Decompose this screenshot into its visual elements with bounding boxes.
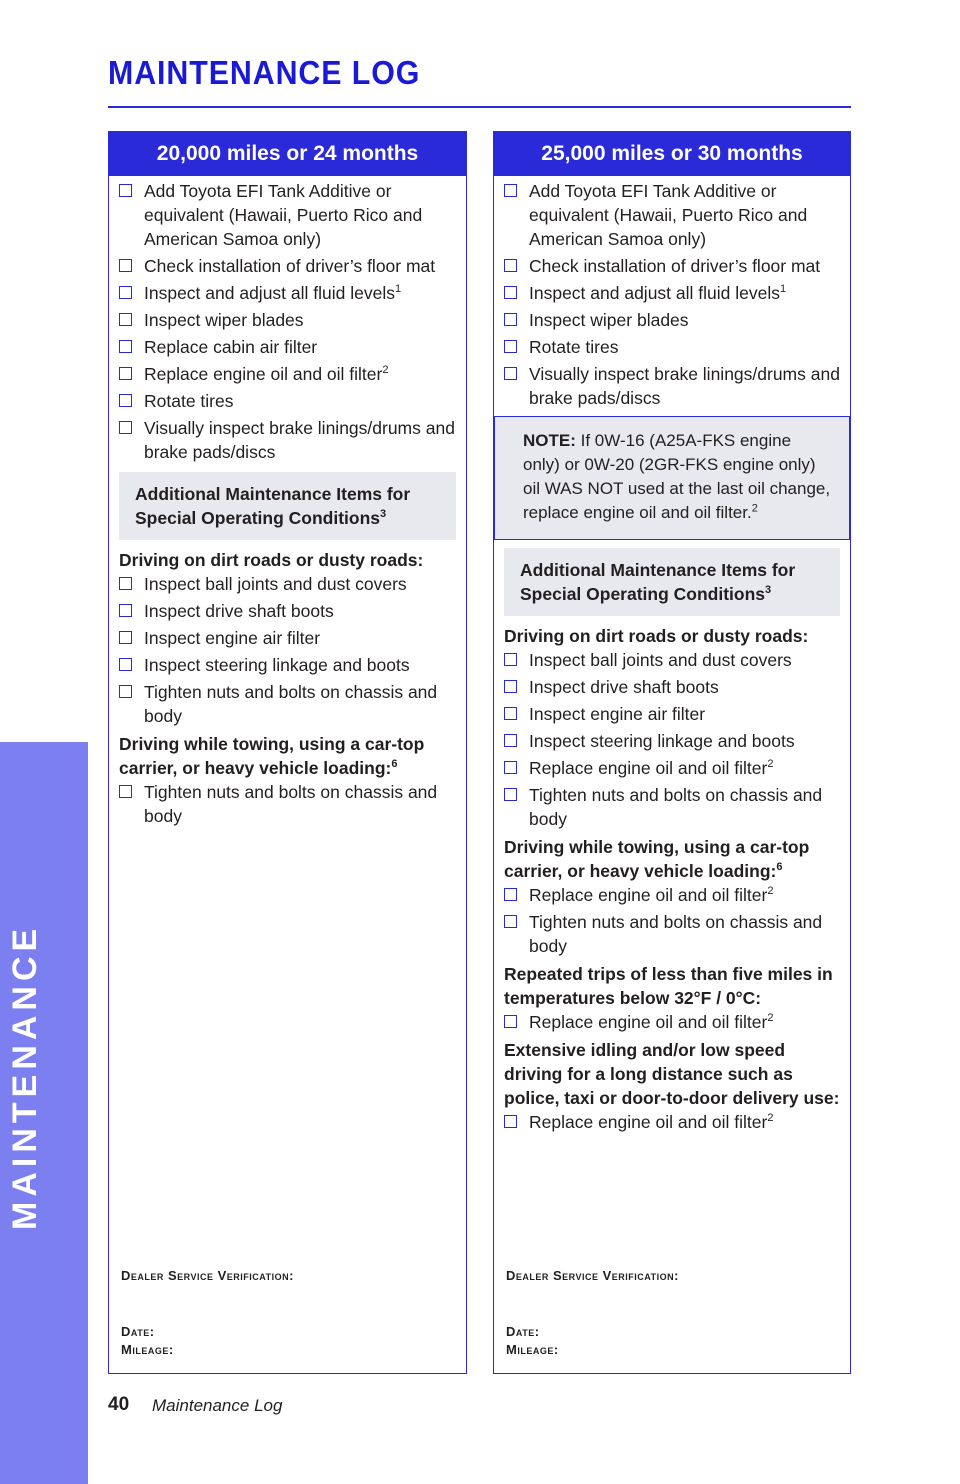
- checkbox[interactable]: [119, 367, 132, 380]
- condition-heading: [504, 962, 840, 1010]
- item-label: Replace engine oil and oil filter: [529, 758, 768, 778]
- checkbox[interactable]: [504, 707, 517, 720]
- item-label: Tighten nuts and bolts on chassis and body: [144, 682, 438, 726]
- checkbox[interactable]: [119, 658, 132, 671]
- checkbox[interactable]: [119, 421, 132, 434]
- special-conditions-text: Additional Maintenance Items for Special Operating Conditions: [520, 560, 796, 604]
- checklist-item: [504, 281, 840, 305]
- condition-heading: [504, 835, 840, 883]
- checklist-item: [119, 626, 456, 650]
- checklist-item: [119, 335, 456, 359]
- checklist-item: [504, 910, 840, 958]
- item-label: Inspect and adjust all fluid levels: [144, 283, 395, 303]
- checklist-item: [504, 308, 840, 332]
- checkbox[interactable]: [504, 680, 517, 693]
- verification-label: Dealer Service Verification:: [121, 1268, 294, 1283]
- item-label: Inspect steering linkage and boots: [529, 731, 795, 751]
- panel-body: [494, 176, 850, 1134]
- checkbox[interactable]: [119, 685, 132, 698]
- item-label: Replace engine oil and oil filter: [144, 364, 383, 384]
- item-label: Replace engine oil and oil filter: [529, 885, 768, 905]
- maintenance-panel-right: [493, 131, 851, 1374]
- checkbox[interactable]: [119, 184, 132, 197]
- panel-header: 20,000 miles or 24 months: [109, 132, 466, 176]
- checkbox[interactable]: [504, 1115, 517, 1128]
- date-label: Date:: [506, 1324, 540, 1339]
- condition-text: Driving while towing, using a car-top carrier, or heavy vehicle loading:: [504, 837, 810, 881]
- checklist-item: [504, 1110, 840, 1134]
- item-label: Check installation of driver’s floor mat: [529, 256, 821, 276]
- item-label: Inspect engine air filter: [529, 704, 706, 724]
- checkbox[interactable]: [119, 631, 132, 644]
- footnote-ref: 2: [767, 758, 774, 771]
- item-label: Rotate tires: [144, 391, 234, 411]
- checklist-item: [504, 783, 840, 831]
- item-label: Check installation of driver’s floor mat: [144, 256, 436, 276]
- checklist-item: [504, 648, 840, 672]
- footnote-ref: 2: [767, 885, 774, 898]
- maintenance-panel-left: [108, 131, 467, 1374]
- item-text: [529, 783, 840, 831]
- item-label: Visually inspect brake linings/drums and brake pads/discs: [529, 364, 840, 408]
- checklist-item: [504, 883, 840, 907]
- item-text: [529, 335, 840, 359]
- condition-heading: [504, 624, 840, 648]
- panel-header: 25,000 miles or 30 months: [494, 132, 850, 176]
- item-label: Inspect drive shaft boots: [529, 677, 719, 697]
- item-text: [144, 416, 456, 464]
- item-text: [529, 756, 840, 780]
- checkbox[interactable]: [119, 313, 132, 326]
- checkbox[interactable]: [504, 761, 517, 774]
- item-text: [529, 179, 840, 251]
- item-text: [144, 281, 456, 305]
- item-text: [529, 308, 840, 332]
- item-label: Inspect drive shaft boots: [144, 601, 334, 621]
- item-text: [529, 702, 840, 726]
- checklist-item: [504, 254, 840, 278]
- item-text: [144, 389, 456, 413]
- checkbox[interactable]: [504, 184, 517, 197]
- page-title: MAINTENANCE LOG: [108, 54, 421, 91]
- mileage-label: Mileage:: [121, 1342, 174, 1357]
- footnote-ref: 2: [382, 364, 389, 377]
- checkbox[interactable]: [504, 734, 517, 747]
- checkbox[interactable]: [504, 259, 517, 272]
- footnote-ref: 3: [765, 584, 772, 597]
- checklist-item: [119, 653, 456, 677]
- condition-heading: [119, 548, 456, 572]
- item-text: [144, 308, 456, 332]
- footnote-ref: 6: [391, 758, 398, 771]
- checkbox[interactable]: [119, 577, 132, 590]
- special-conditions-heading: [119, 472, 456, 540]
- panel-body: [109, 176, 466, 828]
- checkbox[interactable]: [119, 604, 132, 617]
- checkbox[interactable]: [504, 915, 517, 928]
- mileage-label: Mileage:: [506, 1342, 559, 1357]
- item-label: Replace cabin air filter: [144, 337, 318, 357]
- item-text: [144, 680, 456, 728]
- item-text: [529, 281, 840, 305]
- checkbox[interactable]: [119, 340, 132, 353]
- item-text: [144, 179, 456, 251]
- checkbox[interactable]: [119, 259, 132, 272]
- footnote-ref: 6: [776, 861, 783, 874]
- special-conditions-text: Additional Maintenance Items for Special Operating Conditions: [135, 484, 411, 528]
- special-conditions-heading: [504, 548, 840, 616]
- dealer-verification: [121, 1268, 454, 1359]
- checklist-item: [504, 362, 840, 410]
- footnote-ref: 2: [767, 1012, 774, 1025]
- checkbox[interactable]: [504, 367, 517, 380]
- checkbox[interactable]: [504, 313, 517, 326]
- checklist-item: [504, 179, 840, 251]
- item-label: Visually inspect brake linings/drums and brake pads/discs: [144, 418, 455, 462]
- checklist-item: [119, 389, 456, 413]
- checklist-item: [119, 572, 456, 596]
- footnote-ref: 1: [394, 283, 402, 296]
- checklist-item: [119, 780, 456, 828]
- condition-heading: [119, 732, 456, 780]
- checklist-item: [119, 362, 456, 386]
- item-text: [529, 729, 840, 753]
- side-tab-label: [6, 1160, 45, 1230]
- item-label: Add Toyota EFI Tank Additive or equivalent (Hawaii, Puerto Rico and American Samoa only): [144, 181, 423, 249]
- item-label: Replace engine oil and oil filter: [529, 1112, 768, 1132]
- item-text: [144, 626, 456, 650]
- dealer-verification: [506, 1268, 838, 1359]
- condition-text: Extensive idling and/or low speed driving for a long distance such as police, taxi or door-to-door delivery use:: [504, 1040, 840, 1108]
- checklist-item: [119, 254, 456, 278]
- item-text: [144, 254, 456, 278]
- checklist-item: [119, 680, 456, 728]
- checkbox[interactable]: [119, 286, 132, 299]
- condition-text: Repeated trips of less than five miles in temperatures below 32°F / 0°C:: [504, 964, 833, 1008]
- footer-section: Maintenance Log: [152, 1396, 283, 1415]
- checklist-item: [119, 416, 456, 464]
- item-label: Tighten nuts and bolts on chassis and body: [529, 912, 823, 956]
- item-text: [529, 883, 840, 907]
- item-label: Inspect and adjust all fluid levels: [529, 283, 780, 303]
- item-text: [529, 910, 840, 958]
- footnote-ref: 2: [767, 1112, 774, 1125]
- condition-text: Driving on dirt roads or dusty roads:: [504, 626, 809, 646]
- item-label: Rotate tires: [529, 337, 619, 357]
- item-text: [144, 653, 456, 677]
- checklist-item: [504, 335, 840, 359]
- note-label: NOTE:: [523, 431, 576, 450]
- footnote-ref: 1: [779, 283, 787, 296]
- note-box: [494, 416, 850, 540]
- item-text: [529, 648, 840, 672]
- item-text: [144, 335, 456, 359]
- checkbox[interactable]: [504, 340, 517, 353]
- item-text: [529, 675, 840, 699]
- item-text: [529, 1010, 840, 1034]
- checkbox[interactable]: [504, 788, 517, 801]
- item-label: Tighten nuts and bolts on chassis and body: [529, 785, 823, 829]
- checkbox[interactable]: [504, 1015, 517, 1028]
- checklist-item: [119, 179, 456, 251]
- item-text: [144, 599, 456, 623]
- item-text: [144, 572, 456, 596]
- title-rule: [108, 106, 851, 108]
- footnote-ref: 2: [751, 502, 758, 515]
- page-number: 40: [108, 1394, 130, 1415]
- checklist-item: [504, 702, 840, 726]
- checkbox[interactable]: [504, 286, 517, 299]
- checklist-item: [504, 675, 840, 699]
- checkbox[interactable]: [504, 653, 517, 666]
- verification-label: Dealer Service Verification:: [506, 1268, 679, 1283]
- checklist-item: [504, 1010, 840, 1034]
- item-text: [144, 780, 456, 828]
- condition-text: Driving on dirt roads or dusty roads:: [119, 550, 424, 570]
- date-label: Date:: [121, 1324, 155, 1339]
- item-label: Inspect wiper blades: [144, 310, 304, 330]
- note-text: If 0W-16 (A25A-FKS engine only) or 0W-20 (2GR-FKS engine only) oil WAS NOT used at the last oil change, replace engine oil and oil filter.: [523, 431, 831, 522]
- item-label: Inspect steering linkage and boots: [144, 655, 410, 675]
- checklist-item: [119, 281, 456, 305]
- condition-heading: [504, 1038, 840, 1110]
- condition-text: Driving while towing, using a car-top carrier, or heavy vehicle loading:: [119, 734, 425, 778]
- checklist-item: [119, 599, 456, 623]
- item-text: [529, 362, 840, 410]
- checkbox[interactable]: [119, 785, 132, 798]
- item-text: [529, 1110, 840, 1134]
- item-label: Inspect engine air filter: [144, 628, 321, 648]
- item-label: Inspect wiper blades: [529, 310, 689, 330]
- item-label: Tighten nuts and bolts on chassis and body: [144, 782, 438, 826]
- item-text: [529, 254, 840, 278]
- item-label: Add Toyota EFI Tank Additive or equivalent (Hawaii, Puerto Rico and American Samoa only): [529, 181, 808, 249]
- checklist-item: [119, 308, 456, 332]
- checkbox[interactable]: [504, 888, 517, 901]
- item-label: Replace engine oil and oil filter: [529, 1012, 768, 1032]
- item-text: [144, 362, 456, 386]
- checkbox[interactable]: [119, 394, 132, 407]
- footnote-ref: 3: [380, 508, 387, 521]
- item-label: Inspect ball joints and dust covers: [144, 574, 407, 594]
- item-label: Inspect ball joints and dust covers: [529, 650, 792, 670]
- checklist-item: [504, 729, 840, 753]
- checklist-item: [504, 756, 840, 780]
